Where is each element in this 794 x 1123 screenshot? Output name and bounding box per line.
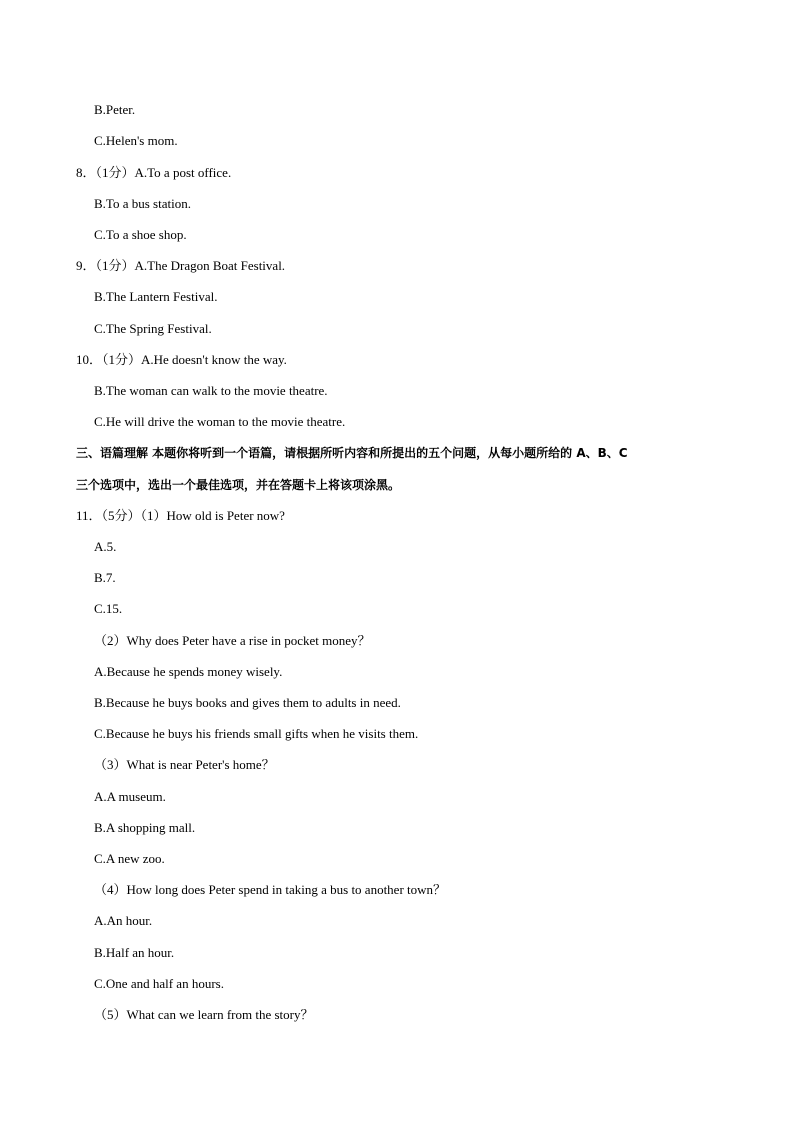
question-11: 11．（5分）（1）How old is Peter now? bbox=[76, 508, 285, 523]
sub-question-4: （4）How long does Peter spend in taking a bus to another town？ bbox=[94, 882, 447, 897]
question-9: 9．（1分）A.The Dragon Boat Festival. bbox=[76, 258, 286, 273]
question-8-option-b: B.To a bus station. bbox=[94, 196, 191, 211]
question-10-option-b: B.The woman can walk to the movie theatre. bbox=[94, 383, 328, 398]
question-9-option-b: B.The Lantern Festival. bbox=[94, 289, 218, 304]
section-3-heading: 三、语篇理解 本题你将听到一个语篇，请根据所听内容和所提出的五个问题，从每小题所给的 A、B、C bbox=[76, 446, 628, 460]
question-11-1-option-b: B.7. bbox=[94, 570, 116, 585]
question-11-3-option-b: B.A shopping mall. bbox=[94, 820, 196, 835]
question-9-option-c: C.The Spring Festival. bbox=[94, 321, 212, 336]
question-8-option-c: C.To a shoe shop. bbox=[94, 227, 187, 242]
question-11-4-option-a: A.An hour. bbox=[94, 913, 153, 928]
question-11-4-option-c: C.One and half an hours. bbox=[94, 976, 224, 991]
sub-question-2: （2）Why does Peter have a rise in pocket money？ bbox=[94, 633, 371, 648]
question-8: 8．（1分）A.To a post office. bbox=[76, 165, 232, 180]
question-11-1-option-c: C.15. bbox=[94, 601, 123, 616]
question-11-2-option-a: A.Because he spends money wisely. bbox=[94, 664, 283, 679]
question-10-option-c: C.He will drive the woman to the movie theatre. bbox=[94, 414, 346, 429]
option-b-prev-question: B.Peter. bbox=[94, 102, 136, 117]
option-c-prev-question: C.Helen's mom. bbox=[94, 133, 178, 148]
question-11-2-option-c: C.Because he buys his friends small gifts when he visits them. bbox=[94, 726, 419, 741]
sub-question-3: （3）What is near Peter's home？ bbox=[94, 757, 275, 772]
question-10: 10．（1分）A.He doesn't know the way. bbox=[76, 352, 287, 367]
question-11-4-option-b: B.Half an hour. bbox=[94, 945, 175, 960]
question-11-3-option-c: C.A new zoo. bbox=[94, 851, 165, 866]
question-11-2-option-b: B.Because he buys books and gives them to adults in need. bbox=[94, 695, 401, 710]
sub-question-5: （5）What can we learn from the story？ bbox=[94, 1007, 314, 1022]
question-11-1-option-a: A.5. bbox=[94, 539, 117, 554]
section-3-heading-continued: 三个选项中，选出一个最佳选项，并在答题卡上将该项涂黑。 bbox=[76, 478, 401, 492]
question-11-3-option-a: A.A museum. bbox=[94, 789, 166, 804]
